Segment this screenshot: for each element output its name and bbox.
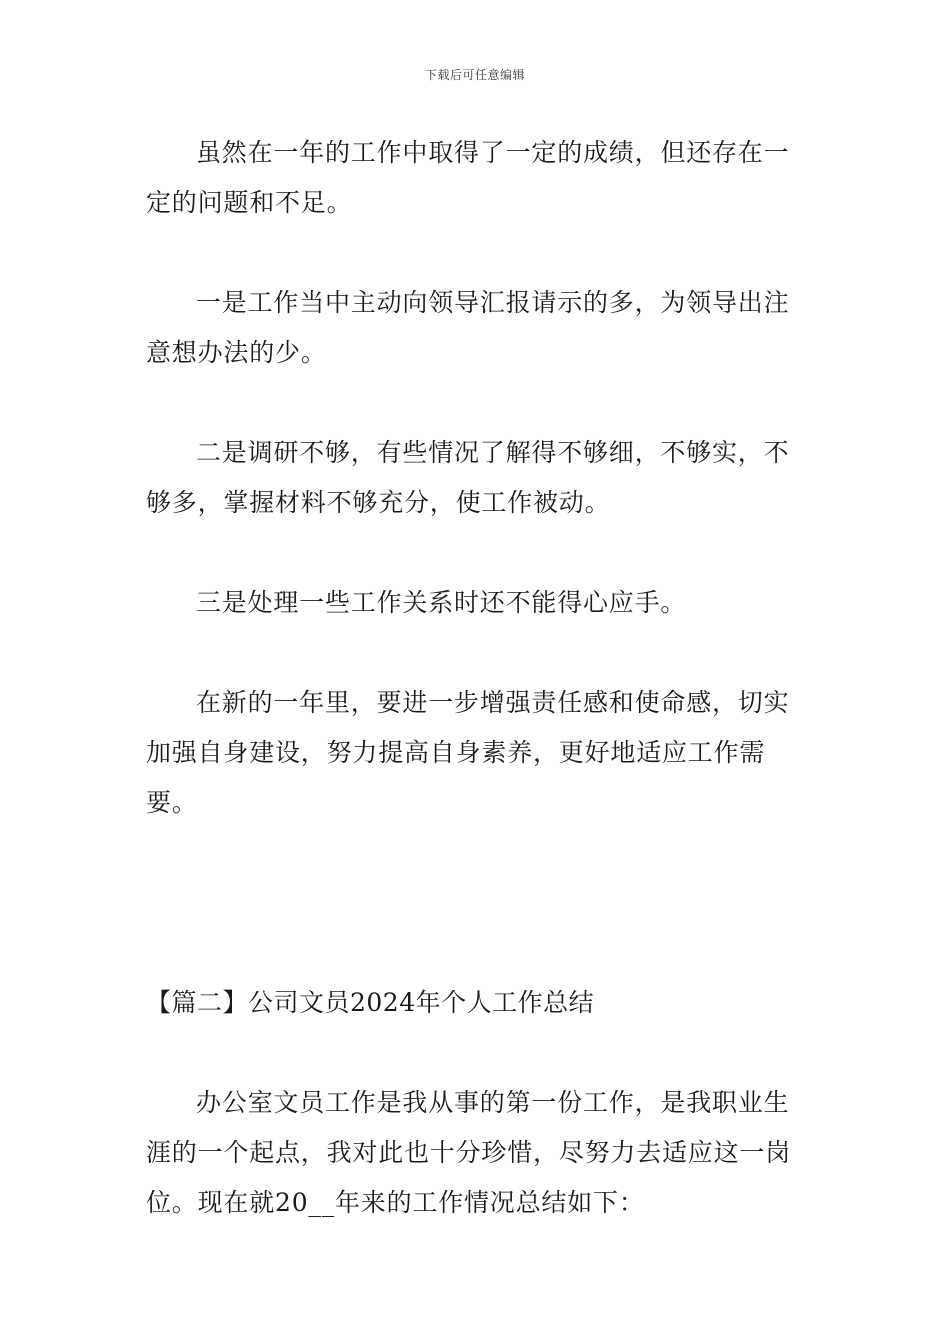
paragraph-point-one: 一是工作当中主动向领导汇报请示的多，为领导出注意想办法的少。	[146, 288, 790, 367]
spacer	[146, 828, 806, 978]
paragraph-new-year-plan: 在新的一年里，要进一步增强责任感和使命感，切实加强自身建设，努力提高自身素养，更好地适应工作需要。	[146, 688, 790, 817]
header-note: 下载后可任意编辑	[424, 68, 525, 82]
paragraph-section-two-intro: 办公室文员工作是我从事的第一份工作，是我职业生涯的一个起点，我对此也十分珍惜，尽努力去适应这一岗位。现在就20__年来的工作情况总结如下：	[146, 1088, 792, 1217]
spacer	[146, 378, 806, 428]
spacer	[146, 628, 806, 678]
spacer	[146, 528, 806, 578]
document-body	[146, 128, 806, 1228]
spacer	[146, 228, 806, 278]
paragraph-point-three: 三是处理一些工作关系时还不能得心应手。	[196, 588, 687, 617]
paragraph-point-two: 二是调研不够，有些情况了解得不够细，不够实，不够多，掌握材料不够充分，使工作被动。	[146, 438, 790, 517]
paragraph-shortcomings-intro: 虽然在一年的工作中取得了一定的成绩，但还存在一定的问题和不足。	[146, 138, 790, 217]
section-heading: 【篇二】公司文员2024年个人工作总结	[146, 988, 595, 1017]
spacer	[146, 1028, 806, 1078]
